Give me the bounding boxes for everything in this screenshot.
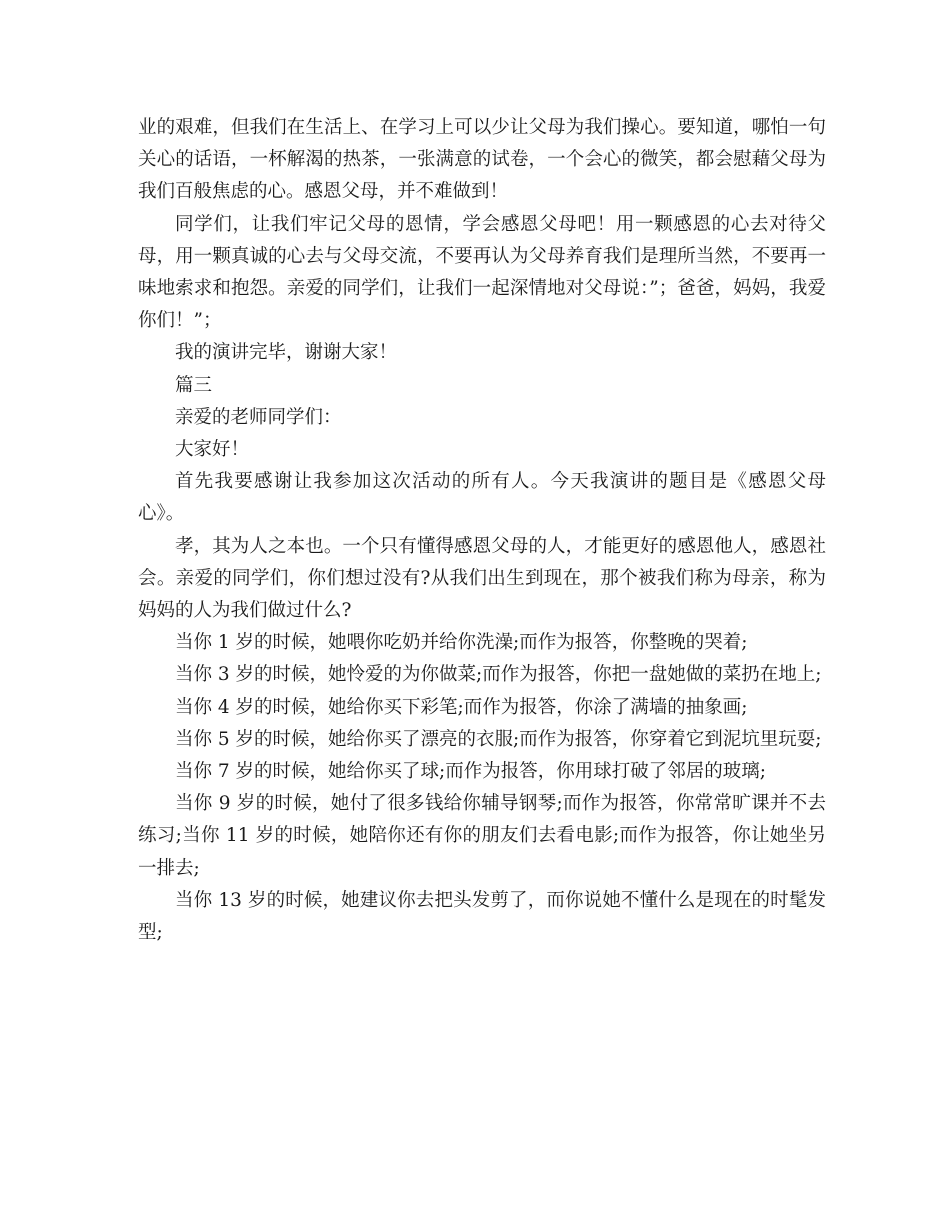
paragraph-age-1: 当你 1 岁的时候，她喂你吃奶并给你洗澡;而作为报答，你整晚的哭着; [175, 632, 748, 654]
paragraph-continuation: 业的艰难，但我们在生活上、在学习上可以少让父母为我们操心。要知道，哪怕一句关心的话语，一杯解渴的热茶，一张满意的试卷，一个会心的微笑，都会慰藉父母为我们百般焦虑的心。感恩父母，并不难做到！ [138, 117, 826, 203]
paragraph-age-5: 当你 5 岁的时候，她给你买了漂亮的衣服;而作为报答，你穿着它到泥坑里玩耍; [175, 728, 822, 750]
paragraph-age-4: 当你 4 岁的时候，她给你买下彩笔;而作为报答，你涂了满墙的抽象画; [175, 696, 748, 718]
paragraph-closing: 我的演讲完毕，谢谢大家！ [175, 342, 398, 364]
section-heading: 篇三 [175, 374, 213, 396]
paragraph-appeal: 同学们，让我们牢记父母的恩情，学会感恩父母吧！用一颗感恩的心去对待父母，用一颗真诚的心去与父母交流，不要再认为父母养育我们是理所当然，不要再一味地索求和抱怨。亲爱的同学们，让我们一起深情地对父母说：”；爸爸，妈妈，我爱你们！”； [138, 213, 826, 332]
paragraph-intro: 首先我要感谢让我参加这次活动的所有人。今天我演讲的题目是《感恩父母心》。 [138, 471, 826, 525]
greeting: 大家好！ [175, 439, 250, 461]
paragraph-age-13: 当你 13 岁的时候，她建议你去把头发剪了，而你说她不懂什么是现在的时髦发型; [138, 889, 826, 944]
document-page [138, 112, 826, 949]
paragraph-age-3: 当你 3 岁的时候，她怜爱的为你做菜;而作为报答，你把一盘她做的菜扔在地上; [175, 664, 822, 686]
salutation: 亲爱的老师同学们： [175, 406, 342, 428]
paragraph-age-7: 当你 7 岁的时候，她给你买了球;而作为报答，你用球打破了邻居的玻璃; [175, 761, 767, 783]
paragraph-filial-piety: 孝，其为人之本也。一个只有懂得感恩父母的人，才能更好的感恩他人，感恩社会。亲爱的同学们，你们想过没有?从我们出生到现在，那个被我们称为母亲，称为妈妈的人为我们做过什么? [138, 535, 826, 622]
paragraph-age-9-11: 当你 9 岁的时候，她付了很多钱给你辅导钢琴;而作为报答，你常常旷课并不去练习;当你 11 岁的时候，她陪你还有你的朋友们去看电影;而作为报答，你让她坐另一排去; [138, 793, 826, 879]
